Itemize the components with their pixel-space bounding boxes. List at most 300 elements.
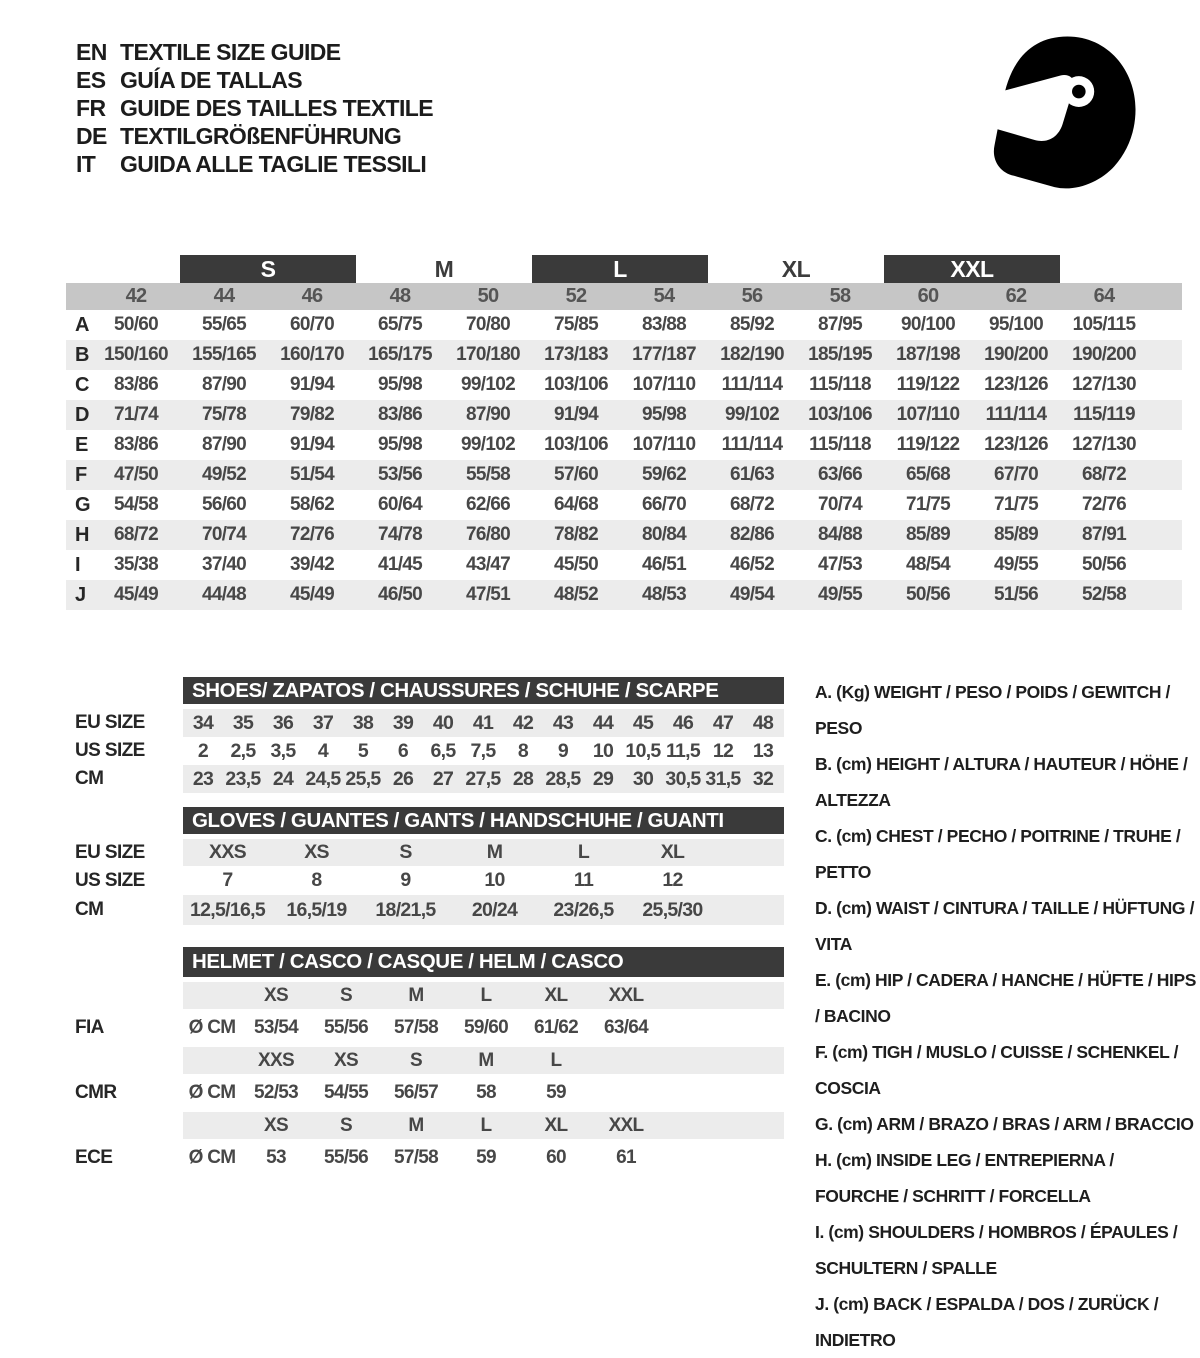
gloves-section — [66, 807, 786, 925]
helmet-value: 59 — [546, 1082, 566, 1103]
size-value: 185/195 — [808, 344, 872, 365]
gloves-value: 10 — [484, 869, 505, 891]
empty-cell — [183, 982, 241, 1009]
column-header: 58 — [829, 285, 851, 307]
legend-item: F. (cm) TIGH / MUSLO / CUISSE / SCHENKEL / COSCIA — [815, 1042, 1179, 1098]
helmet-size: XL — [544, 984, 568, 1006]
size-value: 119/122 — [896, 374, 960, 395]
shoes-value: 41 — [472, 711, 494, 734]
gloves-rows — [66, 839, 786, 925]
size-value: 64/68 — [553, 494, 599, 515]
size-value: 123/126 — [984, 434, 1048, 455]
shoes-value: 23,5 — [225, 767, 261, 790]
helmet-value: 53 — [266, 1147, 286, 1168]
size-value: 83/86 — [377, 404, 423, 425]
size-value: 48/52 — [553, 584, 599, 605]
size-value: 105/115 — [1072, 314, 1136, 335]
helmet-value: 53/54 — [253, 1017, 299, 1038]
shoes-value: 35 — [232, 711, 254, 734]
shoes-title-bar: SHOES/ ZAPATOS / CHAUSSURES / SCHUHE / SCARPE — [183, 677, 784, 704]
shoes-value: 8 — [517, 739, 529, 762]
size-table-row — [66, 310, 1182, 340]
size-table-row — [66, 370, 1182, 400]
shoes-value: 31,5 — [705, 767, 741, 790]
gloves-value: XXS — [209, 841, 246, 863]
size-value: 46/52 — [729, 554, 775, 575]
shoes-value: 44 — [592, 711, 614, 734]
shoes-value: 25,5 — [345, 767, 381, 790]
size-value: 68/72 — [113, 524, 159, 545]
row-letter: D — [75, 403, 89, 426]
column-header: 62 — [1005, 285, 1027, 307]
language-code: FR — [76, 94, 106, 121]
shoes-value: 23 — [192, 767, 214, 790]
gloves-value: 9 — [400, 869, 411, 891]
language-code: DE — [76, 122, 107, 149]
helmet-standard-label: ECE — [75, 1147, 113, 1168]
size-value: 46/51 — [641, 554, 687, 575]
size-table-row — [66, 550, 1182, 580]
shoes-value: 36 — [272, 711, 294, 734]
shoes-value: 6 — [397, 739, 409, 762]
size-value: 127/130 — [1072, 374, 1136, 395]
size-value: 41/45 — [377, 554, 423, 575]
helmet-size: S — [410, 1049, 422, 1071]
gloves-value: M — [486, 841, 503, 863]
shoes-value: 9 — [557, 739, 569, 762]
shoes-row — [66, 737, 786, 765]
shoes-section — [66, 677, 786, 793]
row-letter: B — [75, 343, 89, 366]
size-band-label: XL — [781, 255, 811, 282]
helmet-value: 56/57 — [393, 1082, 439, 1103]
shoes-value: 34 — [192, 711, 214, 734]
shoes-value: 39 — [392, 711, 414, 734]
size-value: 107/110 — [632, 374, 696, 395]
legend-item: C. (cm) CHEST / PECHO / POITRINE / TRUHE / PETTO — [815, 826, 1181, 882]
shoes-value: 27,5 — [465, 767, 501, 790]
row-letter: E — [75, 433, 88, 456]
size-table-body — [66, 310, 1182, 610]
size-value: 63/66 — [817, 464, 863, 485]
size-value: 49/54 — [729, 584, 775, 605]
size-band-label: XXL — [950, 255, 994, 282]
size-value: 103/106 — [544, 374, 608, 395]
helmet-size: XXL — [608, 984, 644, 1006]
size-value: 60/64 — [377, 494, 423, 515]
shoes-row — [66, 709, 786, 737]
size-value: 111/114 — [985, 404, 1047, 425]
size-value: 95/100 — [989, 314, 1043, 335]
helmet-value: 52/53 — [253, 1082, 299, 1103]
size-value: 70/74 — [817, 494, 863, 515]
helmet-size: XXS — [258, 1049, 294, 1071]
size-value: 59/62 — [641, 464, 687, 485]
size-value: 95/98 — [377, 374, 423, 395]
helmet-size: XS — [264, 984, 288, 1006]
shoes-row — [66, 765, 786, 793]
language-title: GUIDA ALLE TAGLIE TESSILI — [120, 150, 427, 177]
size-value: 68/72 — [1081, 464, 1127, 485]
legend-item: H. (cm) INSIDE LEG / ENTREPIERNA / FOURCHE / SCHRITT / FORCELLA — [815, 1150, 1114, 1206]
column-header: 64 — [1093, 285, 1115, 307]
legend-item: B. (cm) HEIGHT / ALTURA / HAUTEUR / HÖHE / ALTEZZA — [815, 754, 1188, 810]
size-band-xxl — [884, 255, 1060, 283]
gloves-row — [66, 866, 786, 895]
language-row — [76, 66, 433, 94]
gloves-value: L — [577, 841, 590, 863]
empty-cell — [591, 1074, 661, 1112]
helmet-value: 61 — [616, 1147, 636, 1168]
size-table-row — [66, 520, 1182, 550]
gloves-value: 25,5/30 — [642, 898, 703, 921]
helmet-value: 59 — [476, 1147, 496, 1168]
empty-cell — [591, 1047, 661, 1074]
shoes-value: 43 — [552, 711, 574, 734]
language-code: IT — [76, 150, 96, 177]
size-value: 177/187 — [632, 344, 696, 365]
size-band-s — [180, 255, 356, 283]
helmet-groups — [66, 982, 786, 1177]
row-letter: G — [75, 493, 90, 516]
language-title: TEXTILGRÖßENFÜHRUNG — [120, 122, 402, 149]
size-value: 75/78 — [201, 404, 247, 425]
gloves-row-values — [183, 839, 784, 866]
size-value: 111/114 — [721, 374, 783, 395]
size-value: 72/76 — [1081, 494, 1127, 515]
size-value: 115/119 — [1073, 404, 1135, 425]
size-band-row — [66, 255, 1182, 283]
shoes-value: 45 — [632, 711, 654, 734]
size-value: 182/190 — [720, 344, 784, 365]
size-value: 70/74 — [201, 524, 247, 545]
helmet-value-row — [183, 1009, 784, 1047]
gloves-value: 7 — [222, 869, 233, 891]
row-letter: H — [75, 523, 89, 546]
helmet-size: M — [408, 984, 424, 1006]
row-letter: F — [75, 463, 87, 486]
textile-size-table — [66, 255, 1182, 610]
size-value: 50/60 — [113, 314, 159, 335]
size-value: 50/56 — [905, 584, 951, 605]
helmet-size-row — [183, 1047, 784, 1074]
size-value: 60/70 — [289, 314, 335, 335]
size-table-row — [66, 460, 1182, 490]
size-value: 170/180 — [456, 344, 520, 365]
size-value: 39/42 — [289, 554, 335, 575]
size-value: 107/110 — [896, 404, 960, 425]
size-value: 76/80 — [465, 524, 511, 545]
gloves-value: 16,5/19 — [286, 898, 347, 921]
shoes-value: 3,5 — [270, 739, 296, 762]
size-value: 44/48 — [201, 584, 247, 605]
size-value: 115/118 — [809, 434, 871, 455]
size-table-row — [66, 400, 1182, 430]
column-header: 44 — [213, 285, 235, 307]
size-value: 87/90 — [201, 374, 247, 395]
language-title: GUÍA DE TALLAS — [120, 66, 302, 93]
helmet-value: 61/62 — [533, 1017, 579, 1038]
shoes-value: 2 — [197, 739, 209, 762]
column-header: 56 — [741, 285, 763, 307]
gloves-row-label: US SIZE — [75, 869, 145, 891]
helmet-value-row — [183, 1074, 784, 1112]
helmet-group-fia — [66, 982, 786, 1047]
size-value: 61/63 — [729, 464, 775, 485]
size-value: 91/94 — [289, 434, 335, 455]
helmet-group-cmr — [66, 1047, 786, 1112]
size-value: 115/118 — [809, 374, 871, 395]
size-value: 71/75 — [993, 494, 1039, 515]
size-value: 160/170 — [280, 344, 344, 365]
size-value: 173/183 — [544, 344, 608, 365]
size-value: 79/82 — [289, 404, 335, 425]
row-letter: J — [75, 583, 86, 606]
gloves-value: 11 — [573, 869, 594, 891]
gloves-value: 12 — [662, 869, 683, 891]
language-title: TEXTILE SIZE GUIDE — [120, 38, 341, 65]
helmet-standard-label: CMR — [75, 1082, 117, 1103]
size-value: 87/90 — [465, 404, 511, 425]
shoes-value: 5 — [357, 739, 369, 762]
size-value: 48/54 — [905, 554, 951, 575]
size-value: 111/114 — [721, 434, 783, 455]
legend-item: J. (cm) BACK / ESPALDA / DOS / ZURÜCK / INDIETRO — [815, 1294, 1159, 1350]
helmet-size-row — [183, 982, 784, 1009]
size-value: 85/89 — [905, 524, 951, 545]
shoes-value: 24,5 — [305, 767, 341, 790]
size-table-row — [66, 490, 1182, 520]
size-value: 62/66 — [465, 494, 511, 515]
size-value: 150/160 — [104, 344, 168, 365]
shoes-value: 11,5 — [665, 739, 701, 762]
empty-cell — [183, 1047, 241, 1074]
size-table-row — [66, 430, 1182, 460]
empty-cell — [183, 1112, 241, 1139]
language-row — [76, 38, 433, 66]
gloves-value: XS — [304, 841, 329, 863]
size-value: 84/88 — [817, 524, 863, 545]
shoes-value: 30,5 — [665, 767, 701, 790]
size-value: 95/98 — [641, 404, 687, 425]
shoes-row-values — [183, 709, 784, 737]
language-row — [76, 94, 433, 122]
size-value: 91/94 — [553, 404, 599, 425]
size-value: 95/98 — [377, 434, 423, 455]
size-value: 48/53 — [641, 584, 687, 605]
size-value: 46/50 — [377, 584, 423, 605]
size-value: 51/54 — [289, 464, 335, 485]
helmet-title-bar: HELMET / CASCO / CASQUE / HELM / CASCO — [183, 947, 784, 977]
legend-item: G. (cm) ARM / BRAZO / BRAS / ARM / BRACCIO — [815, 1114, 1194, 1134]
size-value: 127/130 — [1072, 434, 1136, 455]
racing-helmet-icon — [975, 30, 1147, 192]
shoes-row-label: CM — [75, 768, 104, 789]
size-value: 54/58 — [113, 494, 159, 515]
helmet-size: XL — [544, 1114, 568, 1136]
helmet-size: L — [550, 1049, 562, 1071]
size-value: 187/198 — [896, 344, 960, 365]
shoes-value: 10 — [592, 739, 614, 762]
shoes-value: 30 — [632, 767, 654, 790]
size-value: 82/86 — [729, 524, 775, 545]
size-value: 53/56 — [377, 464, 423, 485]
gloves-value: S — [399, 841, 412, 863]
row-letter: C — [75, 373, 89, 396]
helmet-value: 57/58 — [393, 1147, 439, 1168]
helmet-value: 60 — [546, 1147, 566, 1168]
shoes-value: 46 — [672, 711, 694, 734]
row-letter: A — [75, 313, 89, 336]
gloves-value: 23/26,5 — [553, 898, 614, 921]
helmet-size: S — [340, 1114, 352, 1136]
helmet-value: 58 — [476, 1082, 496, 1103]
size-table-row — [66, 580, 1182, 610]
shoes-value: 38 — [352, 711, 374, 734]
shoes-value: 29 — [592, 767, 614, 790]
column-header: 42 — [125, 285, 147, 307]
column-header: 48 — [389, 285, 411, 307]
helmet-section — [66, 947, 786, 1177]
helmet-value: 54/55 — [323, 1082, 369, 1103]
size-value: 56/60 — [201, 494, 247, 515]
size-value: 74/78 — [377, 524, 423, 545]
shoes-value: 27 — [432, 767, 454, 790]
size-value: 71/75 — [905, 494, 951, 515]
size-value: 47/51 — [465, 584, 511, 605]
diameter-unit: Ø CM — [188, 1082, 236, 1103]
shoes-value: 24 — [272, 767, 294, 790]
shoes-value: 40 — [432, 711, 454, 734]
size-value: 103/106 — [544, 434, 608, 455]
gloves-value: 8 — [311, 869, 322, 891]
helmet-size: S — [340, 984, 352, 1006]
legend-item: I. (cm) SHOULDERS / HOMBROS / ÉPAULES / SCHULTERN / SPALLE — [815, 1222, 1178, 1278]
size-value: 45/50 — [553, 554, 599, 575]
size-value: 75/85 — [553, 314, 599, 335]
gloves-row-label: EU SIZE — [75, 841, 145, 863]
shoes-rows — [66, 709, 786, 793]
shoes-value: 42 — [512, 711, 534, 734]
size-value: 57/60 — [553, 464, 599, 485]
size-value: 107/110 — [632, 434, 696, 455]
shoes-value: 4 — [317, 739, 329, 762]
size-value: 90/100 — [901, 314, 955, 335]
size-value: 85/89 — [993, 524, 1039, 545]
row-letter: I — [75, 553, 80, 576]
helmet-value: 59/60 — [463, 1017, 509, 1038]
shoes-value: 37 — [312, 711, 334, 734]
size-value: 67/70 — [993, 464, 1039, 485]
helmet-value: 63/64 — [603, 1017, 649, 1038]
size-value: 91/94 — [289, 374, 335, 395]
helmet-size: XS — [334, 1049, 358, 1071]
gloves-row-values — [183, 866, 784, 895]
size-band-label: M — [434, 255, 454, 282]
size-value: 85/92 — [729, 314, 775, 335]
language-row — [76, 122, 433, 150]
gloves-row — [66, 839, 786, 866]
gloves-value: 18/21,5 — [375, 898, 436, 921]
size-value: 66/70 — [641, 494, 687, 515]
language-code: EN — [76, 38, 107, 65]
size-value: 37/40 — [201, 554, 247, 575]
shoes-value: 26 — [392, 767, 414, 790]
size-table-row — [66, 340, 1182, 370]
gloves-value: 20/24 — [471, 898, 518, 921]
size-value: 87/95 — [817, 314, 863, 335]
diameter-unit: Ø CM — [188, 1147, 236, 1168]
size-value: 155/165 — [192, 344, 256, 365]
shoes-row-label: EU SIZE — [75, 712, 145, 733]
size-value: 43/47 — [465, 554, 511, 575]
shoes-value: 7,5 — [470, 739, 496, 762]
size-value: 65/68 — [905, 464, 951, 485]
gloves-title-bar: GLOVES / GUANTES / GANTS / HANDSCHUHE / GUANTI — [183, 807, 784, 834]
size-value: 190/200 — [984, 344, 1048, 365]
column-header: 54 — [653, 285, 675, 307]
empty-cell — [66, 283, 92, 310]
shoes-value: 2,5 — [230, 739, 256, 762]
shoes-value: 10,5 — [625, 739, 661, 762]
helmet-standard-label: FIA — [75, 1017, 104, 1038]
helmet-size: XXL — [608, 1114, 644, 1136]
diameter-unit: Ø CM — [188, 1017, 236, 1038]
language-code: ES — [76, 66, 106, 93]
shoes-value: 12 — [712, 739, 734, 762]
helmet-value: 57/58 — [393, 1017, 439, 1038]
size-value: 65/75 — [377, 314, 423, 335]
shoes-value: 28 — [512, 767, 534, 790]
legend-item: D. (cm) WAIST / CINTURA / TAILLE / HÜFTUNG / VITA — [815, 898, 1195, 954]
gloves-row-values — [183, 895, 784, 925]
size-band-label: S — [260, 255, 276, 282]
gloves-row — [66, 895, 786, 925]
size-value: 51/56 — [993, 584, 1039, 605]
size-value: 58/62 — [289, 494, 335, 515]
size-value: 165/175 — [368, 344, 432, 365]
size-value: 49/55 — [993, 554, 1039, 575]
helmet-value-row — [183, 1139, 784, 1177]
size-band-m — [356, 255, 532, 283]
size-value: 35/38 — [113, 554, 159, 575]
column-header: 46 — [301, 285, 323, 307]
size-value: 83/86 — [113, 434, 159, 455]
size-value: 50/56 — [1081, 554, 1127, 575]
size-value: 99/102 — [461, 374, 515, 395]
measurement-legend — [815, 674, 1197, 1358]
shoes-value: 28,5 — [545, 767, 581, 790]
size-value: 83/86 — [113, 374, 159, 395]
size-value: 49/55 — [817, 584, 863, 605]
shoes-row-values — [183, 765, 784, 793]
size-value: 55/58 — [465, 464, 511, 485]
size-band-l — [532, 255, 708, 283]
size-value: 45/49 — [289, 584, 335, 605]
shoes-value: 6,5 — [430, 739, 456, 762]
helmet-group-ece — [66, 1112, 786, 1177]
legend-item: A. (Kg) WEIGHT / PESO / POIDS / GEWITCH / PESO — [815, 682, 1170, 738]
column-header: 50 — [477, 285, 499, 307]
size-value: 119/122 — [896, 434, 960, 455]
column-header: 52 — [565, 285, 587, 307]
size-value: 103/106 — [808, 404, 872, 425]
size-value: 123/126 — [984, 374, 1048, 395]
size-value: 87/90 — [201, 434, 247, 455]
shoes-value: 48 — [752, 711, 774, 734]
size-value: 49/52 — [201, 464, 247, 485]
size-value: 47/50 — [113, 464, 159, 485]
